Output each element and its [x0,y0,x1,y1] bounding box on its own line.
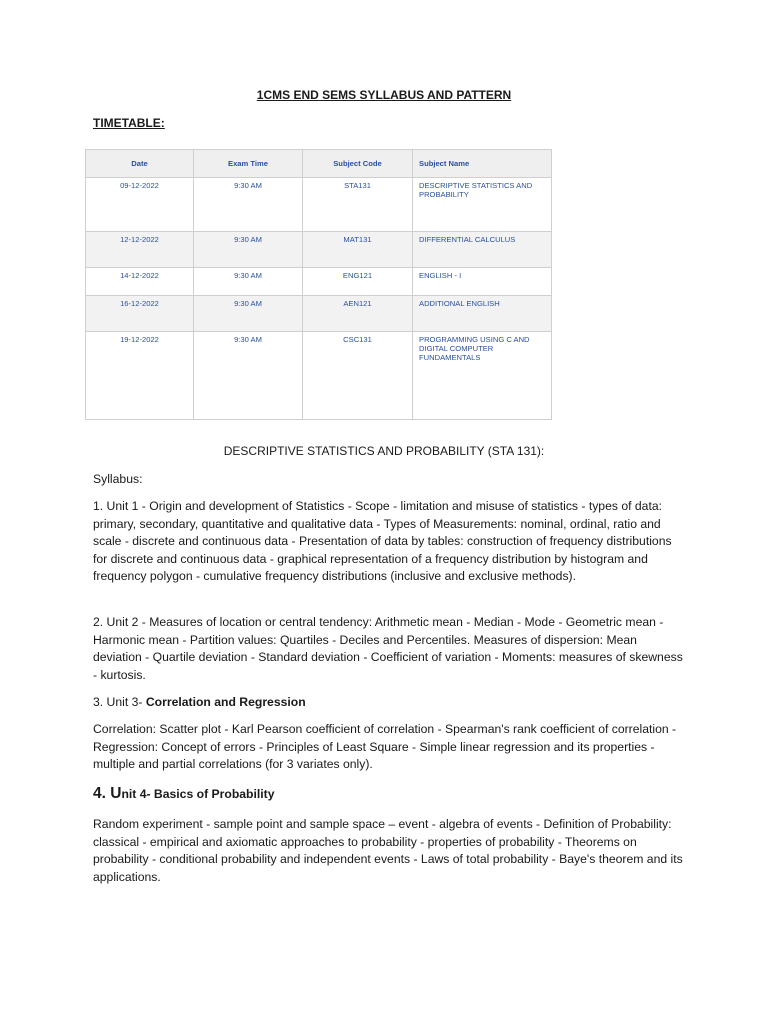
unit-2-paragraph: 2. Unit 2 - Measures of location or central tendency: Arithmetic mean - Median - Mode - Geometric mean - Harmonic mean - Partition values: Quartiles - Deciles and Percentiles. Measures of dispersion: Mean deviation - Quartile deviation - Standard deviation - Coefficient of variation - Moments: measures of skewness - kurtosis. [93,615,683,682]
section-heading: DESCRIPTIVE STATISTICS AND PROBABILITY (STA 131): [223,444,545,458]
table-row [86,332,552,420]
cell-time: 9:30 AM [194,296,303,332]
cell-name: DESCRIPTIVE STATISTICS AND PROBABILITY [413,178,552,232]
column-header-subject-code: Subject Code [303,150,413,178]
table-row [86,178,552,232]
column-header-subject-name: Subject Name [413,150,552,178]
unit-3-title: Correlation and Regression [145,695,306,709]
cell-time: 9:30 AM [194,178,303,232]
unit-1-paragraph: 1. Unit 1 - Origin and development of Statistics - Scope - limitation and misuse of statistics - types of data: primary, secondary, quantitative and qualitative data - Types of Measurements: nominal, ordinal, ratio and scale - discrete and continuous data - Presentation of data by tables: construction of frequency distributions for discrete and continuous data - graphical representation of a frequency distribution by histogram and frequency polygon - cumulative frequency distributions (inclusive and exclusive methods). [93,499,672,584]
cell-code: AEN121 [303,296,413,332]
cell-name: ENGLISH - I [413,268,552,296]
cell-date: 16-12-2022 [86,296,194,332]
document-title: 1CMS END SEMS SYLLABUS AND PATTERN [256,88,512,102]
table-header-row [86,150,552,178]
table-row [86,296,552,332]
cell-date: 14-12-2022 [86,268,194,296]
cell-date: 19-12-2022 [86,332,194,420]
cell-code: STA131 [303,178,413,232]
cell-time: 9:30 AM [194,268,303,296]
column-header-exam-time: Exam Time [194,150,303,178]
cell-date: 09-12-2022 [86,178,194,232]
unit-3-heading [93,694,683,712]
unit-4-prefix: 4. U [93,785,122,802]
unit-3-prefix: 3. Unit 3- [93,695,146,709]
unit-4-paragraph: Random experiment - sample point and sample space – event - algebra of events - Definition of Probability: classical - empirical and axiomatic approaches to probability - properties of probability - Theorems on probability - conditional probability and independent events - Laws of total probability - Baye's theorem and its applications. [93,817,683,884]
unit-4-title: nit 4- Basics of Probability [121,787,275,801]
timetable-table [85,149,552,420]
cell-name: PROGRAMMING USING C AND DIGITAL COMPUTER FUNDAMENTALS [413,332,552,420]
unit-4-heading [93,785,683,804]
table-row [86,232,552,268]
cell-time: 9:30 AM [194,332,303,420]
column-header-date: Date [86,150,194,178]
cell-code: MAT131 [303,232,413,268]
cell-name: DIFFERENTIAL CALCULUS [413,232,552,268]
timetable-label: TIMETABLE: [93,116,165,130]
unit-3-paragraph: Correlation: Scatter plot - Karl Pearson coefficient of correlation - Spearman's rank coefficient of correlation - Regression: Concept of errors - Principles of Least Square - Simple linear regression and its properties - multiple and partial correlations (for 3 variates only). [93,722,677,772]
cell-date: 12-12-2022 [86,232,194,268]
cell-code: ENG121 [303,268,413,296]
cell-time: 9:30 AM [194,232,303,268]
cell-code: CSC131 [303,332,413,420]
cell-name: ADDITIONAL ENGLISH [413,296,552,332]
table-row [86,268,552,296]
syllabus-label: Syllabus: [93,472,143,486]
